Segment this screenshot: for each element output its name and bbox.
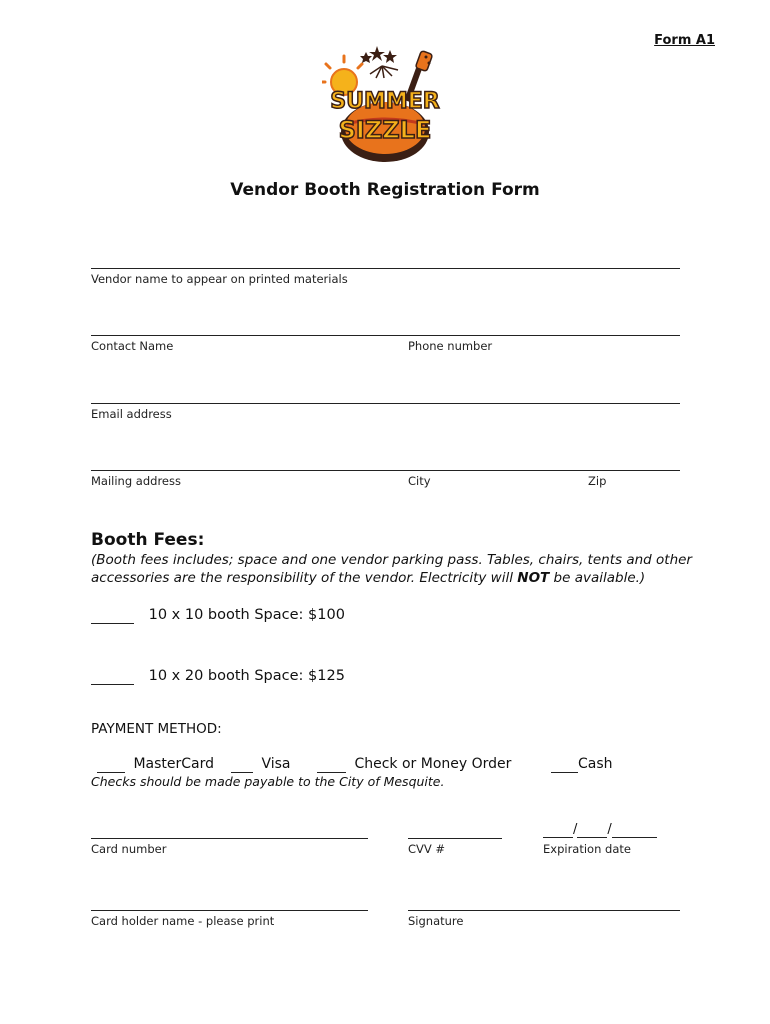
visa-blank[interactable] — [231, 756, 253, 773]
exp-year-blank[interactable] — [612, 822, 657, 838]
payment-mastercard: MasterCard — [97, 756, 214, 773]
contact-name-label: Contact Name — [91, 339, 174, 353]
signature-label: Signature — [408, 914, 464, 928]
cvv-line[interactable] — [408, 838, 502, 839]
exp-month-blank[interactable] — [543, 822, 573, 838]
email-line[interactable] — [91, 403, 680, 404]
expiration-blanks: / / — [543, 822, 657, 838]
booth-10x20-blank[interactable] — [91, 668, 134, 685]
vendor-name-label: Vendor name to appear on printed materials — [91, 272, 348, 286]
payment-cash: Cash — [551, 756, 613, 773]
cvv-label: CVV # — [408, 842, 446, 856]
mastercard-blank[interactable] — [97, 756, 125, 773]
booth-fees-note: (Booth fees includes; space and one vendor parking pass. Tables, chairs, tents and other accessories are the responsibility of the vendor. Electricity will NOT be available.) — [91, 552, 692, 586]
check-blank[interactable] — [317, 756, 346, 773]
city-label: City — [408, 474, 431, 488]
zip-label: Zip — [588, 474, 607, 488]
mailing-label: Mailing address — [91, 474, 181, 488]
payment-heading: PAYMENT METHOD: — [91, 721, 222, 737]
mailing-line[interactable] — [91, 470, 680, 471]
note-bold: NOT — [517, 570, 550, 586]
phone-label: Phone number — [408, 339, 493, 353]
form-id: Form A1 — [654, 33, 715, 48]
payment-check: Check or Money Order — [317, 756, 511, 773]
logo-text-line1: SUMMER — [330, 89, 440, 114]
email-label: Email address — [91, 407, 172, 421]
payment-visa: Visa — [231, 756, 291, 773]
logo-text-line2: SIZZLE — [338, 116, 432, 144]
booth-10x20-label: 10 x 20 booth Space: $125 — [148, 668, 345, 684]
signature-line[interactable] — [408, 910, 680, 911]
cash-blank[interactable] — [551, 756, 578, 773]
checks-note: Checks should be made payable to the City of Mesquite. — [91, 774, 445, 789]
booth-option-10x20 — [91, 668, 345, 685]
page-title: Vendor Booth Registration Form — [230, 180, 540, 200]
exp-day-blank[interactable] — [577, 822, 607, 838]
card-number-line[interactable] — [91, 838, 368, 839]
expiration-label: Expiration date — [543, 842, 631, 856]
holder-line[interactable] — [91, 910, 368, 911]
holder-label: Card holder name - please print — [91, 914, 275, 928]
fireworks-icon — [360, 46, 397, 63]
booth-fees-heading: Booth Fees: — [91, 530, 205, 550]
contact-phone-line[interactable] — [91, 335, 680, 336]
booth-10x10-label: 10 x 10 booth Space: $100 — [148, 607, 345, 623]
vendor-name-line[interactable] — [91, 268, 680, 269]
booth-10x10-blank[interactable] — [91, 607, 134, 624]
summer-sizzle-logo — [322, 44, 448, 164]
card-number-label: Card number — [91, 842, 167, 856]
booth-option-10x10 — [91, 607, 345, 624]
